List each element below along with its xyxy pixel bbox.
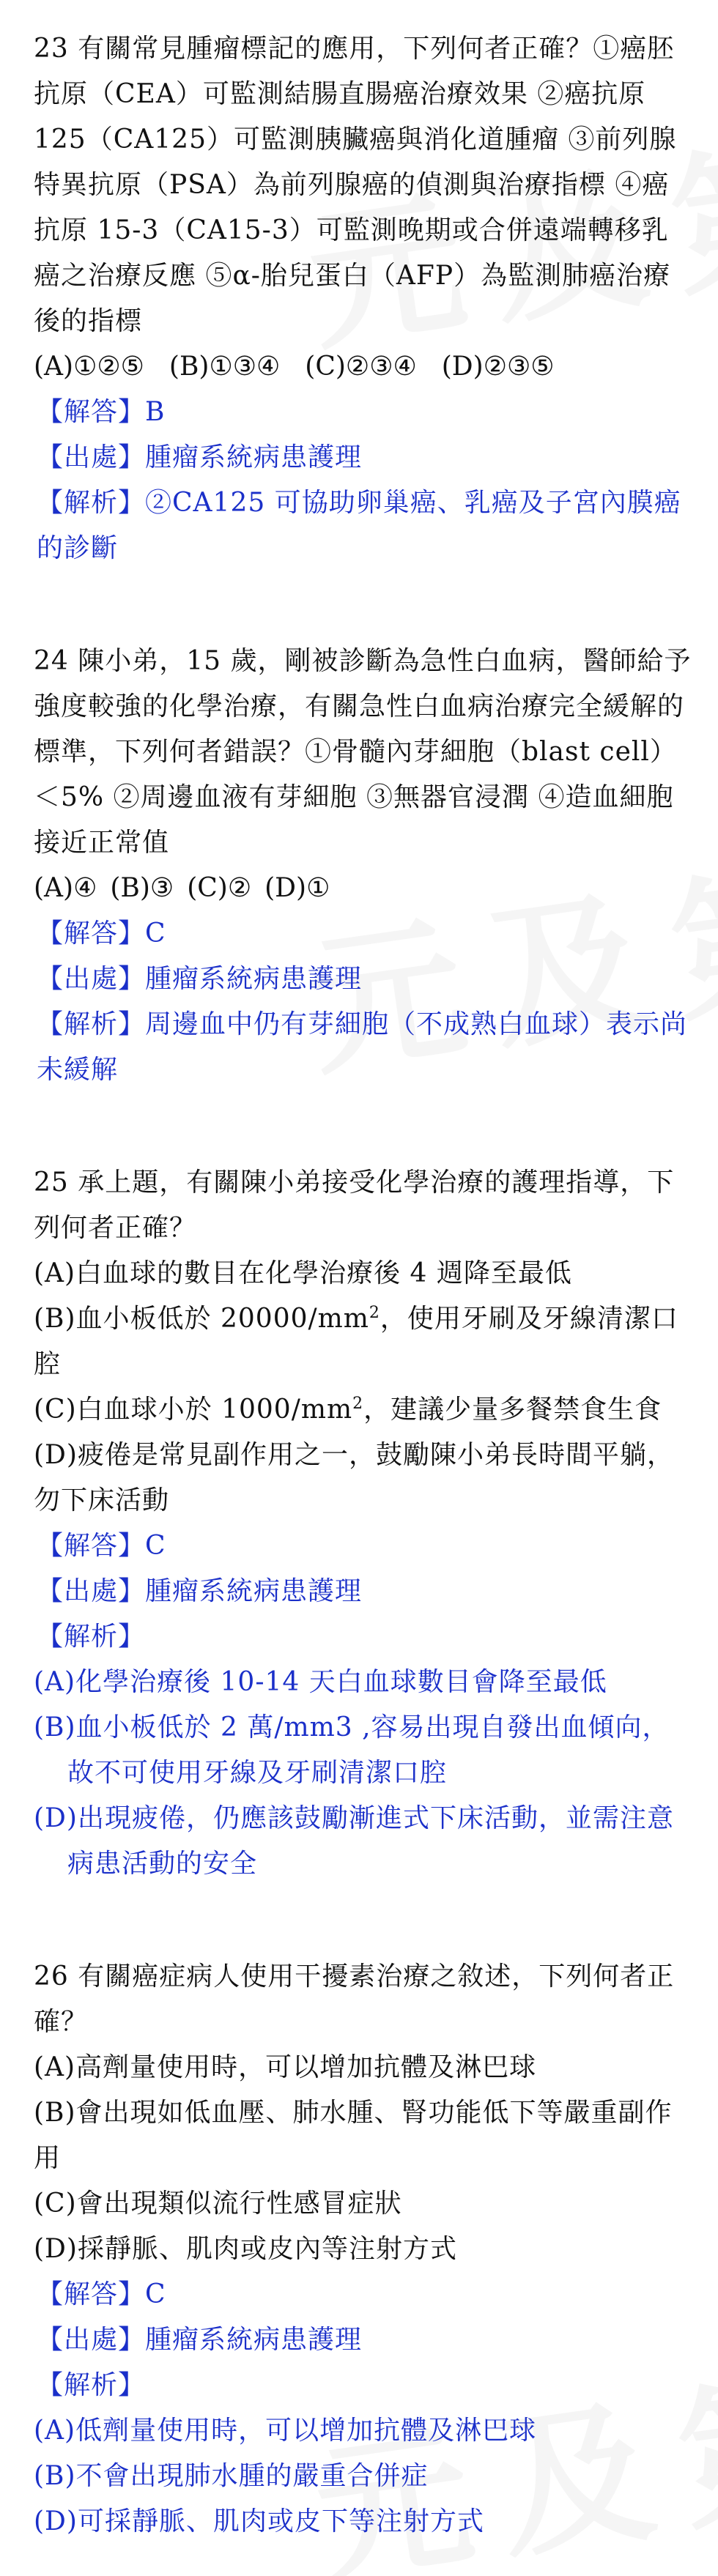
question-23 [34, 26, 693, 571]
choice-d: (D)②③⑤ [441, 352, 555, 382]
option-d: (D)疲倦是常見副作用之一，鼓勵陳小弟長時間平躺，勿下床活動 [34, 1440, 674, 1515]
question-stem: 25 承上題，有關陳小弟接受化學治療的護理指導，下列何者正確？ [34, 1168, 675, 1243]
option-a: (A)高劑量使用時，可以增加抗體及淋巴球 [34, 2052, 537, 2082]
choice-c: (C)②③④ [305, 352, 417, 382]
option-c: (C)白血球小於 $1000/mm^2$，建議少量多餐禁食生食 [34, 1395, 662, 1425]
explanation-item: (A)低劑量使用時，可以增加抗體及淋巴球 [34, 2416, 537, 2446]
explanation-item: (B)不會出現肺水腫的嚴重合併症 [34, 2461, 429, 2491]
option-b: (B)血小板低於 $20000/mm^2$，使用牙刷及牙線清潔口腔 [34, 1304, 678, 1379]
choice-a: (A)①②⑤ [34, 352, 144, 382]
question-stem: 26 有關癌症病人使用干擾素治療之敘述，下列何者正確？ [34, 1961, 675, 2037]
answer-line: 【解答】C [37, 918, 166, 949]
choices-row [34, 344, 693, 390]
choice-a: (A)④ [34, 873, 97, 903]
choice-b: (B)③ [110, 873, 174, 903]
explanation-line: 【解析】②CA125 可協助卵巢癌、乳癌及子宮內膜癌的診斷 [37, 488, 681, 563]
source-line: 【出處】腫瘤系統病患護理 [37, 442, 363, 472]
option-c: (C)會出現類似流行性感冒症狀 [34, 2189, 402, 2219]
choice-b: (B)①③④ [169, 352, 281, 382]
question-26 [34, 1954, 693, 2545]
explanation-item: (D)可採靜脈、肌肉或皮下等注射方式 [34, 2506, 484, 2536]
explanation-item: (D)出現疲倦，仍應該鼓勵漸進式下床活動，並需注意病患活動的安全 [34, 1803, 674, 1879]
explanation-item: (A)化學治療後 10-14 天白血球數目會降至最低 [34, 1667, 607, 1697]
question-25 [34, 1160, 693, 1887]
source-line: 【出處】腫瘤系統病患護理 [37, 2325, 363, 2355]
choices-row [34, 866, 693, 911]
question-stem: 24 陳小弟，15 歲，剛被診斷為急性白血病，醫師給予強度較強的化學治療，有關急性白血病治療完全緩解的標準，下列何者錯誤？①骨髓內芽細胞（blast cell）＜5% ②周邊血液有芽細胞 ③無器官浸潤 ④造血細胞接近正常值 [34, 646, 692, 858]
explanation-item: (B)血小板低於 2 萬/mm3 ,容易出現自發出血傾向，故不可使用牙線及牙刷清潔口腔 [34, 1712, 670, 1788]
answer-line: 【解答】B [37, 397, 166, 427]
source-line: 【出處】腫瘤系統病患護理 [37, 1576, 363, 1606]
question-24 [34, 639, 693, 1093]
answer-line: 【解答】C [37, 1531, 166, 1561]
choice-c: (C)② [187, 873, 252, 903]
explanation-label: 【解析】 [37, 2370, 146, 2400]
answer-line: 【解答】C [37, 2279, 166, 2309]
option-a: (A)白血球的數目在化學治療後 4 週降至最低 [34, 1258, 572, 1288]
explanation-label: 【解析】 [37, 1622, 146, 1652]
source-line: 【出處】腫瘤系統病患護理 [37, 964, 363, 994]
option-b: (B)會出現如低血壓、肺水腫、腎功能低下等嚴重副作用 [34, 2098, 673, 2173]
choice-d: (D)① [264, 873, 330, 903]
option-d: (D)採靜脈、肌肉或皮內等注射方式 [34, 2234, 457, 2264]
explanation-line: 【解析】周邊血中仍有芽細胞（不成熟白血球）表示尚未緩解 [37, 1009, 688, 1085]
question-stem: 23 有關常見腫瘤標記的應用，下列何者正確？①癌胚抗原（CEA）可監測結腸直腸癌治療效果 ②癌抗原 125（CA125）可監測胰臟癌與消化道腫瘤 ③前列腺特異抗原（PSA）為前列腺癌的偵測與治療指標 ④癌抗原 15-3（CA15-3）可監測晚期或合併遠端轉移乳癌之治療反應 ⑤α-胎兒蛋白（AFP）為監測肺癌治療後的指標 [34, 34, 677, 336]
question-list [34, 26, 693, 2576]
